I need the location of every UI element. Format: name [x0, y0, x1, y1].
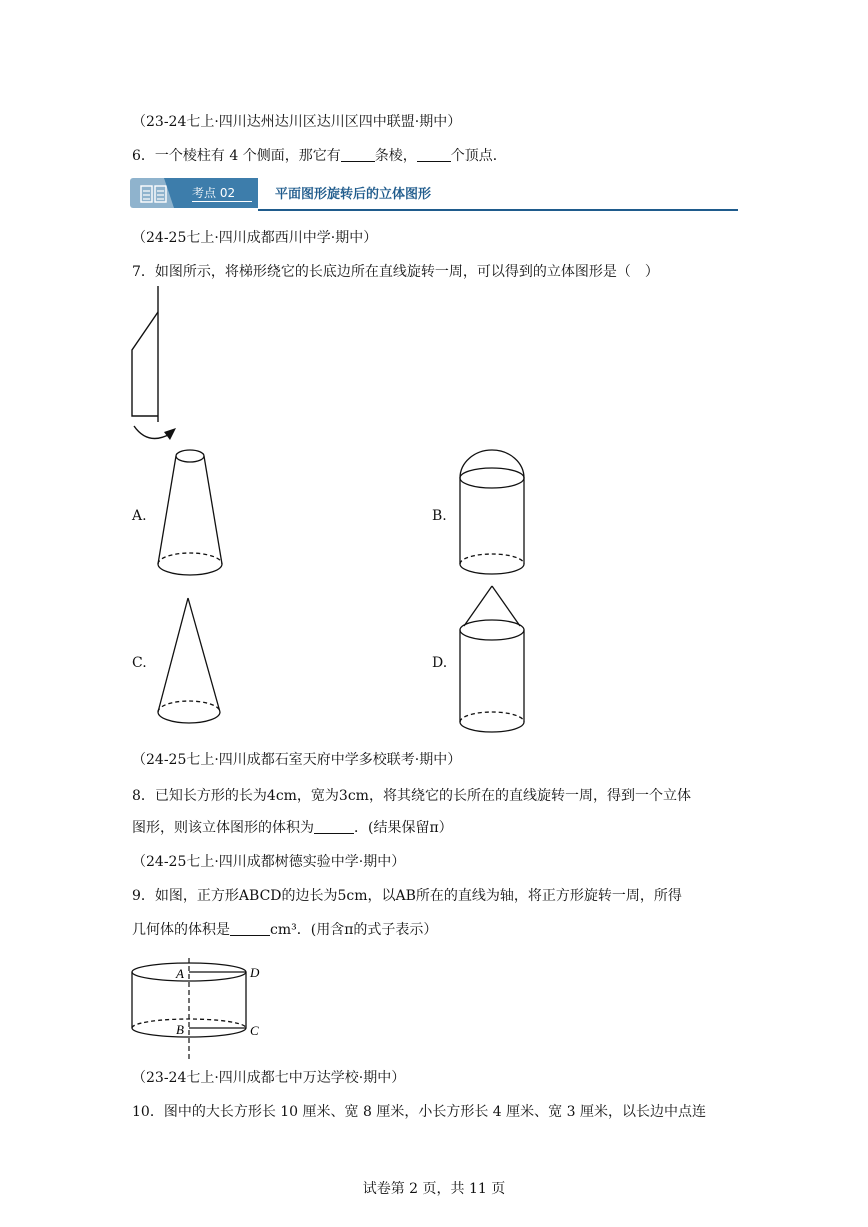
option-a-frustum[interactable]: [150, 444, 230, 584]
answer-blank[interactable]: [417, 147, 451, 162]
option-b-label[interactable]: B.: [432, 508, 447, 524]
badge-underline: [192, 201, 252, 202]
book-icon: [140, 185, 168, 203]
section-title: 平面图形旋转后的立体图形: [275, 187, 432, 202]
point-d-label: D: [250, 965, 260, 980]
section-divider: [258, 209, 738, 211]
page-footer: 试卷第 2 页，共 11 页: [362, 1181, 506, 1197]
option-b-cylinder-hemisphere[interactable]: [452, 448, 532, 580]
option-c-label[interactable]: C.: [132, 655, 147, 671]
q7-source: （24-25七上·四川成都西川中学·期中）: [132, 230, 378, 246]
q6-text: [132, 146, 507, 166]
q9-line2-a: 几何体的体积是: [132, 922, 230, 938]
section-badge-label: 考点 02: [192, 186, 236, 200]
q8-line2: [132, 818, 453, 838]
q9-line1: 9．如图，正方形ABCD的边长为5cm，以AB所在的直线为轴，将正方形旋转一周，所得: [132, 888, 682, 904]
point-b-label: B: [176, 1022, 184, 1037]
section-banner: [130, 178, 738, 214]
point-c-label: C: [250, 1023, 259, 1038]
q8-source: （24-25七上·四川成都石室天府中学多校联考·期中）: [132, 752, 462, 768]
q6-source: （23-24七上·四川达州达川区达川区四中联盟·期中）: [132, 114, 462, 130]
option-c-cone[interactable]: [150, 592, 230, 732]
q9-source: （24-25七上·四川成都树德实验中学·期中）: [132, 854, 406, 870]
answer-blank[interactable]: [314, 819, 354, 834]
q10-line1: 10．图中的大长方形长 10 厘米、宽 8 厘米，小长方形长 4 厘米、宽 3 厘米，以长边中点连: [132, 1104, 706, 1120]
point-a-label: A: [176, 966, 184, 981]
q6-text-a: 6．一个棱柱有 4 个侧面，那它有: [132, 148, 341, 164]
option-a-label[interactable]: A.: [132, 508, 147, 524]
q6-text-b: 条棱，: [374, 148, 417, 164]
square-rotation-cylinder-figure: [126, 956, 276, 1068]
q6-text-c: 个顶点．: [450, 148, 507, 164]
q9-line2: [132, 920, 437, 940]
q7-text: 7．如图所示，将梯形绕它的长底边所在直线旋转一周，可以得到的立体图形是（ ）: [132, 264, 659, 280]
section-badge: [130, 178, 258, 208]
q8-line2-b: ．(结果保留π）: [354, 820, 453, 836]
q10-source: （23-24七上·四川成都七中万达学校·期中）: [132, 1070, 406, 1086]
q9-line2-b: cm³．(用含π的式子表示）: [270, 922, 438, 938]
q8-line2-a: 图形，则该立体图形的体积为: [132, 820, 314, 836]
answer-blank[interactable]: [341, 147, 375, 162]
option-d-label[interactable]: D.: [432, 655, 448, 671]
answer-blank[interactable]: [230, 921, 270, 936]
option-d-cylinder-cone[interactable]: [452, 582, 532, 738]
trapezoid-rotation-figure: [120, 282, 190, 450]
q8-line1: 8．已知长方形的长为4cm，宽为3cm，将其绕它的长所在的直线旋转一周，得到一个立体: [132, 788, 691, 804]
